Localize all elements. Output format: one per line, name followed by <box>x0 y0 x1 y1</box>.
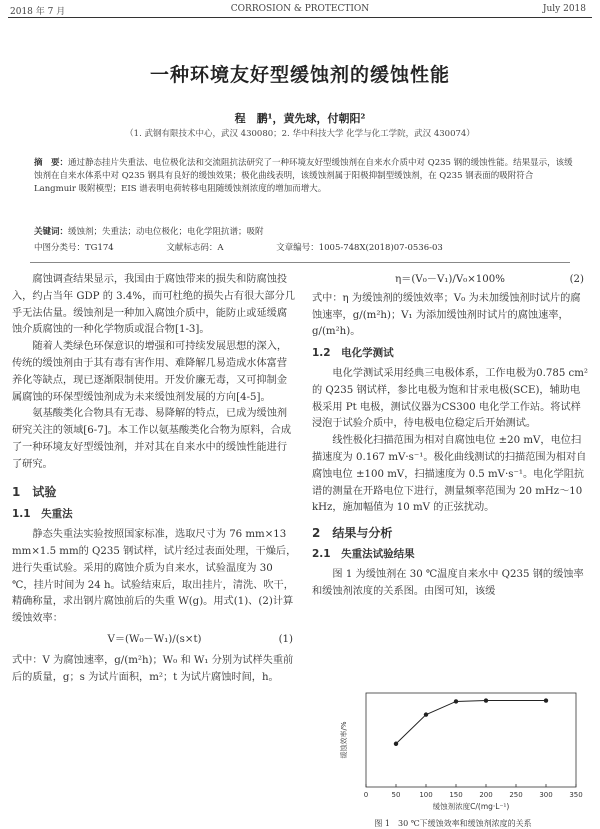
header-rule <box>8 17 592 18</box>
header-journal: CORROSION & PROTECTION <box>230 4 370 14</box>
data-point <box>544 698 548 702</box>
electrochem-paragraph-2: 线性极化扫描范围为相对自腐蚀电位 ±20 mV，电位扫描速度为 0.167 mV·s⁻¹。极化曲线测试的扫描范围为相对自腐蚀电位 ±100 mV，扫描速度为 0.5 mV·s⁻¹。电化学阻抗谱的测量在开路电位下进行，测量频率范围为 20 mHz～10 kHz，施加幅值为 10 mV 的正弦扰动。 <box>312 435 587 514</box>
x-tick-label: 350 <box>569 791 583 799</box>
keywords-text: 缓蚀剂；失重法；动电位极化；电化学阻抗谱；吸附 <box>68 227 264 237</box>
subsection-1-1-heading: 1.1 失重法 <box>12 508 73 521</box>
x-tick-label: 0 <box>363 791 369 799</box>
equation-1-number: (1) <box>278 633 293 645</box>
x-tick-label: 150 <box>449 791 463 799</box>
data-point <box>394 742 398 746</box>
authors: 程 鹏¹，黄先球，付朝阳² <box>234 112 366 125</box>
intro-paragraph-2: 随着人类绿色环保意识的增强和可持续发展思想的深入，传统的缓蚀剂由于其有毒有害作用、难降解几易造成水体富营养化等缺点，现已逐渐限制使用。开发价廉无毒，又可抑制金属腐蚀的环保型缓蚀剂成为未来缓蚀剂发展的方向[4-5]。 <box>12 341 288 403</box>
document-code: 文献标志码：A <box>166 243 224 253</box>
plot-frame <box>366 693 576 787</box>
equation-1 <box>12 632 297 649</box>
x-tick-label: 50 <box>391 791 401 799</box>
data-point <box>484 698 488 702</box>
equation-1-formula: V＝(W₀－W₁)/(s×t) <box>107 633 202 645</box>
abstract-label: 摘 要： <box>34 158 69 168</box>
figure-1-chart <box>318 683 588 819</box>
header-date-en: July 2018 <box>542 4 586 14</box>
y-axis-label: 缓蚀效率/% <box>340 721 348 759</box>
abstract <box>34 157 574 196</box>
results-paragraph: 图 1 为缓蚀剂在 30 ℃温度自来水中 Q235 钢的缓蚀率和缓蚀剂浓度的关系图。由图可知，该缓 <box>312 568 584 597</box>
left-column <box>12 272 297 686</box>
data-point <box>424 712 428 716</box>
data-point <box>454 699 458 703</box>
header-date: 2018 年 7 月 <box>10 7 66 17</box>
abstract-text: 通过静态挂片失重法、电位极化法和交流阻抗法研究了一种环境友好型缓蚀剂在自来水介质中对 Q235 钢的缓蚀性能。结果显示，该缓蚀剂在自来水体系中对 Q235 钢具有良好的缓蚀效果；极化曲线表明，该缓蚀剂属于阳极抑制型缓蚀剂，在 Q235 钢表面的吸附符合 Langmuir 吸附模型；EIS 谱表明电荷转移电阻随缓蚀剂浓度的增加而增大。 <box>34 158 573 194</box>
subsection-2-1-heading: 2.1 失重法试验结果 <box>312 547 415 560</box>
keywords-label: 关键词： <box>34 227 69 237</box>
affiliation: （1. 武钢有限技术中心，武汉 430080；2. 华中科技大学 化学与化工学院，武汉 430074） <box>125 129 475 139</box>
equation-2-explanation: 式中：η 为缓蚀剂的缓蚀效率；V₀ 为未加缓蚀剂时试片的腐蚀速率，g/(m²h)；V₁ 为添加缓蚀剂时试片的腐蚀速率，g/(m²h)。 <box>312 292 581 338</box>
method-paragraph: 静态失重法实验按照国家标准，选取尺寸为 76 mm×13 mm×1.5 mm的 Q235 钢试样，试片经过表面处理，干燥后，进行失重试验。采用的腐蚀介质为自来水，试验温度为 30 ℃，挂片时间为 24 h。试验结束后，取出挂片，清洗、吹干，精确称量，求出钢片腐蚀前后的失重 W(g)。用式(1)、(2)计算缓蚀效率： <box>12 529 297 625</box>
x-tick-label: 200 <box>479 791 493 799</box>
keywords <box>34 225 574 237</box>
abstract-rule <box>30 262 570 263</box>
x-tick-label: 300 <box>539 791 553 799</box>
intro-paragraph-3: 氨基酸类化合物具有无毒、易降解的特点，已成为缓蚀剂研究关注的领域[6-7]。本工作以氨基酸类化合物为原料，合成了一种环境友好型缓蚀剂，并对其在自来水中的缓蚀性能进行了研究。 <box>12 408 292 470</box>
paper-title: 一种环境友好型缓蚀剂的缓蚀性能 <box>149 64 450 86</box>
x-tick-label: 250 <box>509 791 523 799</box>
equation-2 <box>312 272 588 289</box>
article-number: 文章编号：1005-748X(2018)07-0536-03 <box>276 243 443 253</box>
section-2-heading: 2 结果与分析 <box>312 526 393 541</box>
x-axis-label: 缓蚀剂浓度C/(mg·L⁻¹) <box>432 802 510 811</box>
subsection-1-2-heading: 1.2 电化学测试 <box>312 347 394 360</box>
right-column <box>312 272 588 600</box>
figure-1-caption: 图 1 30 ℃下缓蚀效率和缓蚀剂浓度的关系 <box>374 819 532 828</box>
equation-2-formula: η＝(V₀－V₁)/V₀×100% <box>395 274 505 285</box>
equation-2-number: (2) <box>569 274 584 285</box>
equation-1-explanation: 式中：V 为腐蚀速率，g/(m²h)；W₀ 和 W₁ 分别为试样失重前后的质量，g；s 为试片面积，m²；t 为试片腐蚀时间，h。 <box>12 654 294 683</box>
article-meta <box>34 241 574 253</box>
x-tick-label: 100 <box>419 791 433 799</box>
section-1-heading: 1 试验 <box>12 484 57 499</box>
electrochem-paragraph-1: 电化学测试采用经典三电极体系，工作电极为0.785 cm² 的 Q235 钢试样，参比电极为饱和甘汞电极(SCE)，辅助电极采用 Pt 电极，测试仪器为CS300 电化学工作站。将试样浸泡于试验介质中，待电极电位稳定后开始测试。 <box>312 367 588 430</box>
clc-number: 中图分类号：TG174 <box>34 243 114 253</box>
series-line <box>396 701 546 744</box>
intro-paragraph-1: 腐蚀调查结果显示，我国由于腐蚀带来的损失和防腐蚀投入，约占当年 GDP 的 3.4%，而可杜绝的损失占有很大部分几乎无法估量。缓蚀剂是一种加入腐蚀介质中，能防止或延缓腐蚀介质腐蚀的一种化学物质或混合物[1-3]。 <box>12 274 295 336</box>
